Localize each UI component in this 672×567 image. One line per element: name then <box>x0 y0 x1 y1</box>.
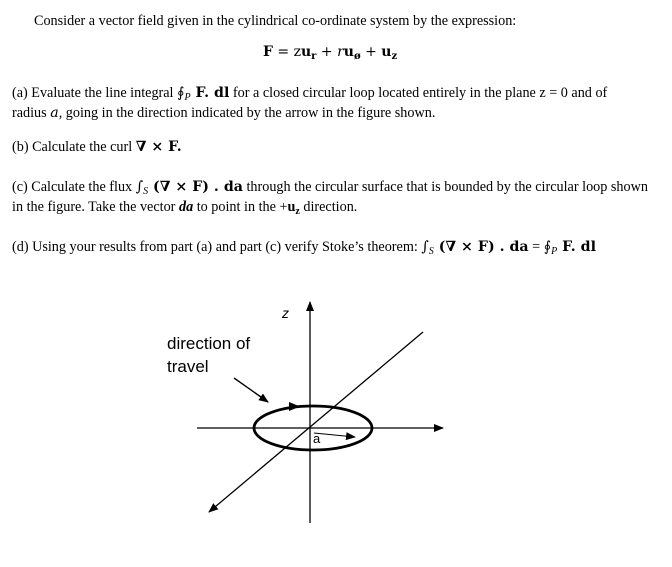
direction-label-line2: travel <box>167 357 209 376</box>
part-d-lhs: (∇ × F) . da <box>433 239 529 255</box>
z-axis-label: z <box>282 305 289 321</box>
part-a-pre: (a) Evaluate the line integral <box>12 85 178 101</box>
part-c-uz-sub: z <box>295 206 300 217</box>
oint-symbol: ∮ <box>177 85 185 101</box>
part-b-expr: ∇ × F. <box>135 139 182 155</box>
part-d-int: ∫ <box>421 239 429 255</box>
part-a-post: for a closed circular loop located entirely in the plane z = 0 and of <box>229 85 608 101</box>
direction-pointer-arrow <box>234 378 268 402</box>
part-d-oint: ∮ <box>543 239 552 255</box>
loop-direction-arrowhead <box>289 402 300 411</box>
eq-r: r <box>337 44 344 60</box>
part-d-oint-sub: P <box>551 246 558 257</box>
radius-label: a <box>313 431 321 446</box>
part-a-line2-post: , going in the direction indicated by the arrow in the figure shown. <box>58 105 436 121</box>
eq-u2: u <box>343 44 354 60</box>
part-b-text: (b) Calculate the curl <box>12 139 136 155</box>
part-c-integrand: (∇ × F) . da <box>148 179 243 195</box>
part-d-int-sub: S <box>428 246 434 257</box>
part-c-line2-mid: to point in the + <box>193 199 288 215</box>
eq-u2-sub: ø <box>353 51 361 62</box>
y-axis <box>209 332 423 512</box>
part-d-rhs: F. dl <box>557 239 596 255</box>
part-c-da: da <box>178 199 194 215</box>
part-c-pre: (c) Calculate the flux <box>12 179 136 195</box>
intro-text: Consider a vector field given in the cylindrical co-ordinate system by the expression: <box>34 13 517 29</box>
eq-u1-sub: r <box>311 51 317 62</box>
radius-var: a <box>50 105 59 121</box>
eq-eq-z: = z <box>272 44 301 60</box>
part-c-line2-pre: in the figure. Take the vector <box>12 199 179 215</box>
eq-F: F <box>263 44 273 60</box>
part-a-line2-pre: radius <box>12 105 51 121</box>
eq-u3: u <box>381 44 392 60</box>
direction-label-line1: direction of <box>167 334 251 353</box>
part-c-line2-post: direction. <box>299 199 358 215</box>
int-sub: S <box>143 186 149 197</box>
part-c-uz: u <box>287 199 296 215</box>
eq-u3-sub: z <box>391 51 398 62</box>
part-a-integrand: F. dl <box>190 85 230 101</box>
part-c-post: through the circular surface that is bounded by the circular loop shown <box>242 179 648 195</box>
part-d-text: (d) Using your results from part (a) and part (c) verify Stoke’s theorem: <box>12 239 422 255</box>
eq-u1: u <box>300 44 312 60</box>
eq-plus2: + <box>360 44 382 60</box>
oint-sub: P <box>184 92 191 103</box>
eq-plus1: + <box>316 44 338 60</box>
part-d-eq: = <box>528 239 544 255</box>
int-symbol: ∫ <box>135 179 144 195</box>
